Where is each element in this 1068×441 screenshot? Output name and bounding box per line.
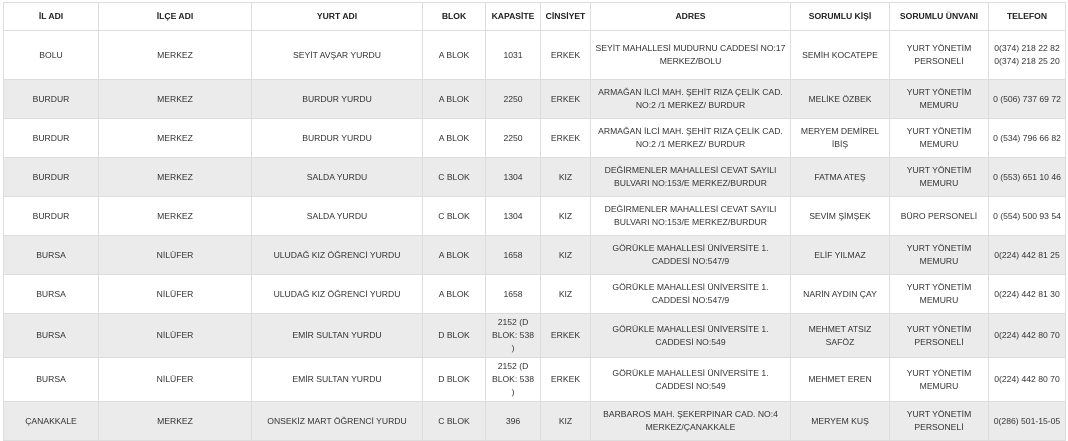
cell-telefon: 0(286) 501-15-05 xyxy=(989,402,1066,441)
cell-sorumlu-unvani: YURT YÖNETİM MEMURU xyxy=(890,358,989,402)
cell-kapasite: 1658 xyxy=(486,236,541,275)
cell-telefon: 0(224) 442 81 30 xyxy=(989,275,1066,314)
cell-sorumlu-kisi: MERYEM KUŞ xyxy=(791,402,890,441)
cell-adres: DEĞİRMENLER MAHALLESİ CEVAT SAYILI BULVARI NO:153/E MERKEZ/BURDUR xyxy=(591,197,791,236)
table-row xyxy=(4,358,1066,402)
cell-blok: C BLOK xyxy=(423,402,486,441)
cell-il: BURDUR xyxy=(4,119,99,158)
cell-ilce: NİLÜFER xyxy=(99,358,252,402)
cell-ilce: NİLÜFER xyxy=(99,314,252,358)
cell-ilce: MERKEZ xyxy=(99,402,252,441)
cell-cinsiyet: ERKEK xyxy=(541,314,591,358)
cell-sorumlu-unvani: YURT YÖNETİM MEMURU xyxy=(890,119,989,158)
cell-telefon: 0 (553) 651 10 46 xyxy=(989,158,1066,197)
cell-cinsiyet: KIZ xyxy=(541,197,591,236)
table-row xyxy=(4,119,1066,158)
cell-ilce: MERKEZ xyxy=(99,31,252,80)
cell-yurt: SALDA YURDU xyxy=(252,197,423,236)
cell-kapasite: 1031 xyxy=(486,31,541,80)
table-row xyxy=(4,314,1066,358)
cell-kapasite: 1304 xyxy=(486,197,541,236)
cell-ilce: NİLÜFER xyxy=(99,236,252,275)
cell-kapasite: 396 xyxy=(486,402,541,441)
cell-sorumlu-kisi: MEHMET ATSIZ SAFÖZ xyxy=(791,314,890,358)
cell-cinsiyet: KIZ xyxy=(541,275,591,314)
cell-yurt: ULUDAĞ KIZ ÖĞRENCİ YURDU xyxy=(252,275,423,314)
cell-ilce: MERKEZ xyxy=(99,80,252,119)
cell-telefon: 0 (534) 796 66 82 xyxy=(989,119,1066,158)
cell-il: BURSA xyxy=(4,236,99,275)
cell-il: BURSA xyxy=(4,275,99,314)
cell-blok: C BLOK xyxy=(423,158,486,197)
cell-yurt: ULUDAĞ KIZ ÖĞRENCİ YURDU xyxy=(252,236,423,275)
cell-sorumlu-kisi: MEHMET EREN xyxy=(791,358,890,402)
cell-telefon: 0(224) 442 81 25 xyxy=(989,236,1066,275)
cell-cinsiyet: KIZ xyxy=(541,402,591,441)
cell-kapasite: 2152 (D BLOK: 538 ) xyxy=(486,314,541,358)
cell-yurt: EMİR SULTAN YURDU xyxy=(252,314,423,358)
table-row xyxy=(4,402,1066,441)
cell-blok: A BLOK xyxy=(423,31,486,80)
header-adres: ADRES xyxy=(591,3,791,31)
cell-telefon: 0 (554) 500 93 54 xyxy=(989,197,1066,236)
cell-yurt: SALDA YURDU xyxy=(252,158,423,197)
cell-blok: C BLOK xyxy=(423,197,486,236)
cell-adres: GÖRÜKLE MAHALLESİ ÜNİVERSİTE 1. CADDESİ NO:547/9 xyxy=(591,275,791,314)
cell-yurt: BURDUR YURDU xyxy=(252,80,423,119)
cell-sorumlu-kisi: SEVİM ŞİMŞEK xyxy=(791,197,890,236)
cell-sorumlu-unvani: BÜRO PERSONELİ xyxy=(890,197,989,236)
table-row xyxy=(4,31,1066,80)
cell-kapasite: 1658 xyxy=(486,275,541,314)
cell-yurt: SEYİT AVŞAR YURDU xyxy=(252,31,423,80)
dormitory-table xyxy=(3,2,1066,441)
header-kapasite: KAPASİTE xyxy=(486,3,541,31)
cell-sorumlu-unvani: YURT YÖNETİM MEMURU xyxy=(890,80,989,119)
cell-blok: A BLOK xyxy=(423,80,486,119)
cell-sorumlu-unvani: YURT YÖNETİM MEMURU xyxy=(890,158,989,197)
cell-il: BURDUR xyxy=(4,158,99,197)
header-yurt-adi: YURT ADI xyxy=(252,3,423,31)
cell-yurt: ONSEKİZ MART ÖĞRENCİ YURDU xyxy=(252,402,423,441)
header-sorumlu-unvani: SORUMLU ÜNVANI xyxy=(890,3,989,31)
cell-sorumlu-kisi: NARİN AYDIN ÇAY xyxy=(791,275,890,314)
header-cinsiyet: CİNSİYET xyxy=(541,3,591,31)
cell-adres: DEĞİRMENLER MAHALLESİ CEVAT SAYILI BULVARI NO:153/E MERKEZ/BURDUR xyxy=(591,158,791,197)
table-row xyxy=(4,236,1066,275)
cell-il: BURSA xyxy=(4,314,99,358)
cell-adres: GÖRÜKLE MAHALLESİ ÜNİVERSİTE 1. CADDESİ NO:549 xyxy=(591,358,791,402)
cell-cinsiyet: ERKEK xyxy=(541,358,591,402)
cell-sorumlu-kisi: MELİKE ÖZBEK xyxy=(791,80,890,119)
cell-sorumlu-unvani: YURT YÖNETİM PERSONELİ xyxy=(890,31,989,80)
table-row xyxy=(4,80,1066,119)
cell-sorumlu-unvani: YURT YÖNETİM MEMURU xyxy=(890,275,989,314)
cell-blok: D BLOK xyxy=(423,314,486,358)
cell-adres: GÖRÜKLE MAHALLESİ ÜNİVERSİTE 1. CADDESİ NO:549 xyxy=(591,314,791,358)
cell-cinsiyet: ERKEK xyxy=(541,31,591,80)
cell-yurt: BURDUR YURDU xyxy=(252,119,423,158)
cell-blok: A BLOK xyxy=(423,119,486,158)
cell-il: BURSA xyxy=(4,358,99,402)
cell-telefon: 0(224) 442 80 70 xyxy=(989,358,1066,402)
cell-ilce: MERKEZ xyxy=(99,158,252,197)
cell-sorumlu-unvani: YURT YÖNETİM PERSONELİ xyxy=(890,402,989,441)
cell-telefon: 0(224) 442 80 70 xyxy=(989,314,1066,358)
cell-adres: ARMAĞAN İLCİ MAH. ŞEHİT RIZA ÇELİK CAD. NO:2 /1 MERKEZ/ BURDUR xyxy=(591,119,791,158)
cell-sorumlu-kisi: MERYEM DEMİREL İBİŞ xyxy=(791,119,890,158)
cell-telefon: 0(374) 218 22 82 0(374) 218 25 20 xyxy=(989,31,1066,80)
table-row xyxy=(4,275,1066,314)
cell-kapasite: 2152 (D BLOK: 538 ) xyxy=(486,358,541,402)
cell-sorumlu-kisi: FATMA ATEŞ xyxy=(791,158,890,197)
cell-kapasite: 2250 xyxy=(486,80,541,119)
header-il-adi: İL ADI xyxy=(4,3,99,31)
header-sorumlu-kisi: SORUMLU KİŞİ xyxy=(791,3,890,31)
cell-blok: A BLOK xyxy=(423,236,486,275)
cell-adres: BARBAROS MAH. ŞEKERPINAR CAD. NO:4 MERKEZ/ÇANAKKALE xyxy=(591,402,791,441)
table-header-row xyxy=(4,3,1066,31)
cell-il: BURDUR xyxy=(4,197,99,236)
table-row xyxy=(4,197,1066,236)
cell-cinsiyet: KIZ xyxy=(541,158,591,197)
cell-blok: A BLOK xyxy=(423,275,486,314)
cell-telefon: 0 (506) 737 69 72 xyxy=(989,80,1066,119)
cell-ilce: NİLÜFER xyxy=(99,275,252,314)
cell-kapasite: 2250 xyxy=(486,119,541,158)
cell-cinsiyet: KIZ xyxy=(541,236,591,275)
cell-adres: ARMAĞAN İLCİ MAH. ŞEHİT RIZA ÇELİK CAD. NO:2 /1 MERKEZ/ BURDUR xyxy=(591,80,791,119)
cell-il: BURDUR xyxy=(4,80,99,119)
table-row xyxy=(4,158,1066,197)
cell-blok: D BLOK xyxy=(423,358,486,402)
dormitory-table-container xyxy=(3,2,1065,441)
cell-sorumlu-kisi: SEMİH KOCATEPE xyxy=(791,31,890,80)
cell-yurt: EMİR SULTAN YURDU xyxy=(252,358,423,402)
cell-kapasite: 1304 xyxy=(486,158,541,197)
cell-adres: SEYİT MAHALLESİ MUDURNU CADDESİ NO:17 MERKEZ/BOLU xyxy=(591,31,791,80)
cell-ilce: MERKEZ xyxy=(99,197,252,236)
cell-sorumlu-unvani: YURT YÖNETİM MEMURU xyxy=(890,236,989,275)
cell-sorumlu-kisi: ELİF YILMAZ xyxy=(791,236,890,275)
cell-cinsiyet: ERKEK xyxy=(541,119,591,158)
cell-adres: GÖRÜKLE MAHALLESİ ÜNİVERSİTE 1. CADDESİ NO:547/9 xyxy=(591,236,791,275)
header-telefon: TELEFON xyxy=(989,3,1066,31)
cell-cinsiyet: ERKEK xyxy=(541,80,591,119)
cell-il: ÇANAKKALE xyxy=(4,402,99,441)
header-blok: BLOK xyxy=(423,3,486,31)
header-ilce-adi: İLÇE ADI xyxy=(99,3,252,31)
cell-ilce: MERKEZ xyxy=(99,119,252,158)
cell-sorumlu-unvani: YURT YÖNETİM PERSONELİ xyxy=(890,314,989,358)
cell-il: BOLU xyxy=(4,31,99,80)
